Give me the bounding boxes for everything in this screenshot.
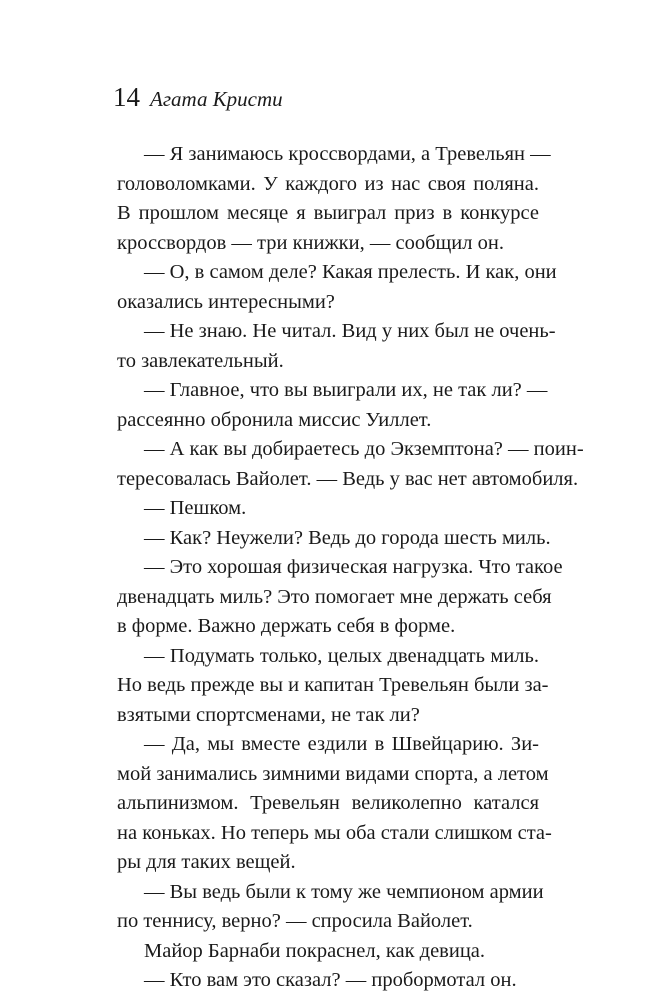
text-line: головоломками. У каждого из нас своя поляна. bbox=[117, 172, 539, 195]
text-line: рассеянно обронила миссис Уиллет. bbox=[117, 408, 432, 431]
text-line: — Не знаю. Не читал. Вид у них был не очень- bbox=[144, 320, 556, 342]
text-line: Майор Барнаби покраснел, как девица. bbox=[144, 939, 486, 962]
text-line: то завлекательный. bbox=[117, 349, 284, 372]
body-text bbox=[117, 140, 584, 996]
text-line: тересовалась Вайолет. — Ведь у вас нет автомобиля. bbox=[117, 467, 579, 490]
text-line: оказались интересными? bbox=[117, 290, 335, 313]
text-line: В прошлом месяце я выиграл приз в конкурсе bbox=[117, 202, 539, 224]
text-line: на коньках. Но теперь мы оба стали слишком ста- bbox=[117, 821, 552, 844]
text-line: — Я занимаюсь кроссвордами, а Тревельян — bbox=[144, 143, 551, 165]
text-line: кроссвордов — три книжки, — сообщил он. bbox=[117, 231, 504, 254]
text-line: альпинизмом. Тревельян великолепно катался bbox=[117, 792, 539, 814]
text-line: — Подумать только, целых двенадцать миль. bbox=[144, 644, 539, 667]
text-line: — О, в самом деле? Какая прелесть. И как, они bbox=[144, 261, 557, 283]
text-line: ры для таких вещей. bbox=[117, 851, 296, 873]
text-line: Но ведь прежде вы и капитан Тревельян были за- bbox=[117, 674, 549, 696]
text-line: — Главное, что вы выиграли их, не так ли? — bbox=[144, 379, 548, 401]
text-line: — Вы ведь были к тому же чемпионом армии bbox=[144, 880, 544, 903]
text-line: — Да, мы вместе ездили в Швейцарию. Зи- bbox=[144, 733, 539, 755]
book-author: Агата Кристи bbox=[150, 87, 283, 111]
text-line: мой занимались зимними видами спорта, а летом bbox=[117, 762, 549, 785]
page-number: 14 bbox=[113, 82, 140, 112]
text-line: — Кто вам это сказал? — пробормотал он. bbox=[144, 969, 517, 991]
running-head bbox=[113, 82, 283, 116]
text-line: взятыми спортсменами, не так ли? bbox=[117, 703, 420, 726]
text-line: двенадцать миль? Это помогает мне держать себя bbox=[117, 585, 552, 608]
text-line: по теннису, верно? — спросила Вайолет. bbox=[117, 910, 473, 932]
text-line: — А как вы добираетесь до Экземптона? — поин- bbox=[144, 438, 584, 460]
text-line: — Это хорошая физическая нагрузка. Что такое bbox=[144, 556, 563, 578]
text-line: — Как? Неужели? Ведь до города шесть миль. bbox=[144, 526, 551, 549]
text-line: — Пешком. bbox=[144, 497, 247, 519]
text-line: в форме. Важно держать себя в форме. bbox=[117, 615, 456, 637]
